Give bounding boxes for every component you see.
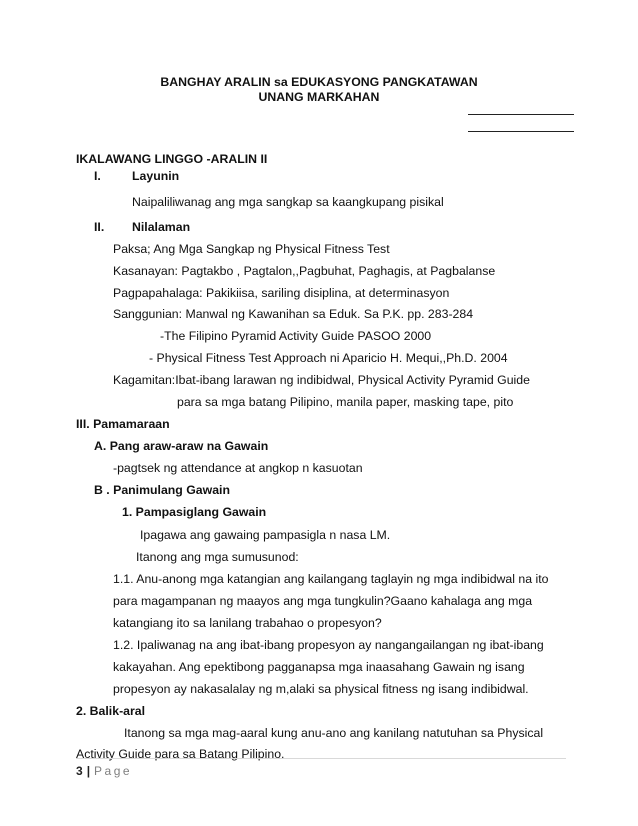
section-label-layunin: Layunin [132,169,180,183]
nilalaman-reference-1: -The Filipino Pyramid Activity Guide PASOO 2000 [160,329,432,343]
nilalaman-reference-2: - Physical Fitness Test Approach ni Aparicio H. Mequi,,Ph.D. 2004 [149,351,508,365]
nilalaman-kagamitan: Kagamitan:Ibat-ibang larawan ng indibidwal, Physical Activity Pyramid Guide [113,373,530,387]
nilalaman-kasanayan: Kasanayan: Pagtakbo , Pagtalon,,Pagbuhat, Paghagis, at Pagbalanse [113,264,496,278]
nilalaman-pagpapahalaga: Pagpapahalaga: Pakikiisa, sariling disiplina, at determinasyon [113,286,450,300]
balik-aral-heading: 2. Balik-aral [76,704,146,718]
pampasigla-question-intro: Itanong ang mga sumusunod: [136,550,299,564]
week-heading: IKALAWANG LINGGO -ARALIN II [76,152,268,166]
pamamaraan-b-heading: B . Panimulang Gawain [94,483,230,497]
balik-aral-line-2: Activity Guide para sa Batang Pilipino. [76,747,285,761]
layunin-text: Naipaliliwanag ang mga sangkap sa kaangkupang pisikal [132,195,444,209]
question-1-1-line-3: katangiang ito sa lanilang trabahao o propesyon? [113,616,382,630]
page-number: 3 [76,764,83,778]
section-label-nilalaman: Nilalaman [132,220,191,234]
signature-line-1 [468,114,574,115]
question-1-1-line-2: para magampanan ng maayos ang mga tungkulin?Gaano kahalaga ang mga [113,594,533,608]
balik-aral-line-1: Itanong sa mga mag-aaral kung anu-ano ang kanilang natutuhan sa Physical [124,726,544,740]
document-title: BANGHAY ARALIN sa EDUKASYONG PANGKATAWAN [160,75,478,89]
document-subtitle: UNANG MARKAHAN [258,90,380,104]
footer-divider [76,758,566,759]
page-footer [76,764,132,778]
pamamaraan-a-heading: A. Pang araw-araw na Gawain [94,439,269,453]
footer-separator: | [86,764,91,778]
nilalaman-kagamitan-cont: para sa mga batang Pilipino, manila paper, masking tape, pito [177,395,514,409]
section-num-nilalaman: II. [94,220,105,234]
nilalaman-paksa: Paksa; Ang Mga Sangkap ng Physical Fitness Test [113,242,390,256]
question-1-2-line-1: 1.2. Ipaliwanag na ang ibat-ibang propesyon ay nangangailangan ng ibat-ibang [113,638,544,652]
page-word: Page [94,764,133,778]
nilalaman-sanggunian: Sanggunian: Manwal ng Kawanihan sa Eduk. Sa P.K. pp. 283-284 [113,307,474,321]
pampasigla-instruction: Ipagawa ang gawaing pampasigla n nasa LM. [140,528,391,542]
pampasigla-heading: 1. Pampasiglang Gawain [122,505,267,519]
question-1-2-line-3: propesyon ay nakasalalay ng m,alaki sa physical fitness ng isang indibidwal. [113,682,529,696]
question-1-2-line-2: kakayahan. Ang epektibong pagganapsa mga inaasahang Gawain ng isang [113,660,525,674]
pamamaraan-a-text: -pagtsek ng attendance at angkop n kasuotan [113,461,363,475]
question-1-1-line-1: 1.1. Anu-anong mga katangian ang kailangang taglayin ng mga indibidwal na ito [113,572,549,586]
section-num-layunin: I. [94,169,101,183]
pamamaraan-heading: III. Pamamaraan [76,417,170,431]
signature-line-2 [468,131,574,132]
